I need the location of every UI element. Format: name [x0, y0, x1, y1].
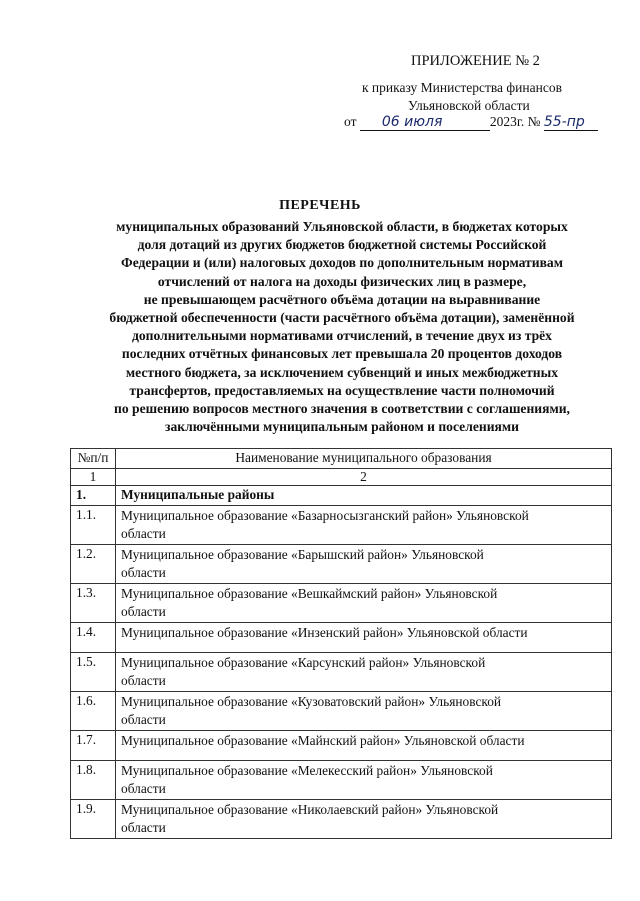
row-number: 1.9. [71, 800, 116, 839]
handwritten-date: 06 июля [381, 114, 443, 130]
subtitle-line: бюджетной обеспеченности (части расчётного объёма дотации), заменённой [109, 310, 575, 326]
subtitle-line: Федерации и (или) налоговых доходов по дополнительным нормативам [121, 255, 563, 271]
row-name-line: области [121, 781, 166, 796]
row-name [116, 584, 612, 623]
subtitle-line: не превышающем расчётного объёма дотации на выравнивание [143, 291, 541, 307]
annex-title: ПРИЛОЖЕНИЕ № 2 [411, 53, 540, 69]
row-number: 1.8. [71, 761, 116, 800]
annex-order-line-1: к приказу Министерства финансов [362, 80, 562, 95]
subtitle-line: заключёнными муниципальным районом и поселениями [165, 419, 519, 435]
handwritten-number: 55-пр [543, 114, 585, 130]
order-date-field [360, 114, 490, 131]
index-cell: 1 [71, 469, 116, 486]
subtitle-line: последних отчётных финансовых лет превышала 20 процентов доходов [121, 346, 563, 362]
row-number: 1.1. [71, 506, 116, 545]
row-name-line: области [121, 604, 166, 619]
row-name-line: Муниципальное образование «Николаевский район» Ульяновской [121, 802, 499, 817]
subtitle-line: отчислений от налога на доходы физических лиц в размере, [157, 273, 527, 289]
section-name: Муниципальные районы [116, 486, 612, 506]
row-number: 1.7. [71, 731, 116, 761]
table-row [71, 761, 612, 800]
table-row [71, 800, 612, 839]
row-number: 1.4. [71, 623, 116, 653]
table-row [71, 623, 612, 653]
index-cell: 2 [116, 469, 612, 486]
row-name-line: Муниципальное образование «Базарносызганский район» Ульяновской [121, 508, 529, 523]
row-number: 1.2. [71, 545, 116, 584]
order-number-label: № [527, 114, 541, 129]
document-subtitle [58, 218, 626, 436]
row-name [116, 761, 612, 800]
row-name [116, 545, 612, 584]
order-number-field [544, 114, 598, 131]
row-name-line: области [121, 673, 166, 688]
row-number: 1.5. [71, 653, 116, 692]
table-row [71, 731, 612, 761]
row-name [116, 800, 612, 839]
header-name: Наименование муниципального образования [116, 449, 612, 469]
order-year: 2023г. [489, 114, 525, 129]
subtitle-line: трансфертов, предоставляемых на осуществление части полномочий [129, 382, 555, 398]
row-number: 1.3. [71, 584, 116, 623]
table-row [71, 653, 612, 692]
subtitle-line: дополнительными нормативами отчислений, в течение двух из трёх [132, 328, 552, 344]
header-number: №п/п [71, 449, 116, 469]
table-header-row [71, 449, 612, 469]
row-name [116, 623, 612, 653]
column-index-row [71, 469, 612, 486]
row-name [116, 506, 612, 545]
row-name-line: Муниципальное образование «Инзенский район» Ульяновской области [121, 625, 528, 640]
section-number: 1. [71, 486, 116, 506]
subtitle-line: местного бюджета, за исключением субвенций и иных межбюджетных [125, 364, 559, 380]
row-name [116, 653, 612, 692]
order-date-number [344, 114, 598, 131]
row-name-line: области [121, 526, 166, 541]
document-heading: ПЕРЕЧЕНЬ [279, 198, 361, 213]
row-name-line: Муниципальное образование «Карсунский район» Ульяновской [121, 655, 486, 670]
row-name-line: области [121, 712, 166, 727]
row-name [116, 731, 612, 761]
row-number: 1.6. [71, 692, 116, 731]
row-name-line: Муниципальное образование «Мелекесский район» Ульяновской [121, 763, 493, 778]
row-name-line: Муниципальное образование «Вешкаймский район» Ульяновской [121, 586, 498, 601]
table-row [71, 692, 612, 731]
annex-order-line-2: Ульяновской области [408, 98, 530, 113]
row-name-line: Муниципальное образование «Кузоватовский район» Ульяновской [121, 694, 502, 709]
row-name-line: Муниципальное образование «Барышский район» Ульяновской [121, 547, 484, 562]
table-row [71, 506, 612, 545]
subtitle-line: доля дотаций из других бюджетов бюджетной системы Российской [137, 237, 547, 253]
row-name [116, 692, 612, 731]
row-name-line: области [121, 820, 166, 835]
subtitle-line: муниципальных образований Ульяновской области, в бюджетах которых [116, 219, 568, 234]
subtitle-line: по решению вопросов местного значения в соответствии с соглашениями, [114, 401, 570, 417]
table-row [71, 545, 612, 584]
table-row [71, 584, 612, 623]
row-name-line: Муниципальное образование «Майнский район» Ульяновской области [121, 733, 525, 748]
order-prefix: от [344, 114, 357, 129]
row-name-line: области [121, 565, 166, 580]
municipalities-table [70, 448, 612, 839]
section-row [71, 486, 612, 506]
